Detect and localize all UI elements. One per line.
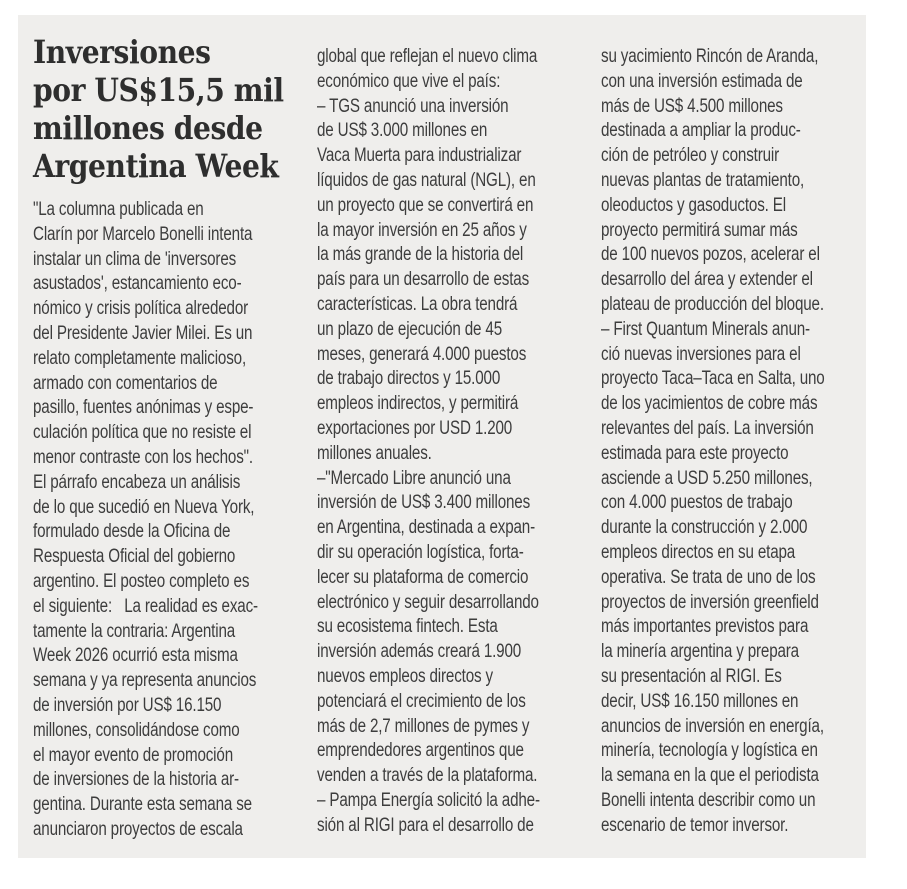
- text-line: la semana en la que el periodista: [601, 765, 819, 787]
- text-line: electrónico y seguir desarrollando: [317, 591, 539, 613]
- text-line: nuevas plantas de tratamiento,: [601, 169, 805, 191]
- text-line: con una inversión estimada de: [601, 70, 803, 92]
- column-2: [317, 33, 577, 843]
- text-line: anuncios de inversión en energía,: [601, 715, 824, 737]
- text-line: el mayor evento de promoción: [33, 744, 233, 766]
- text-line: de inversiones de la historia ar-: [33, 769, 239, 791]
- text-line: Inversiones: [33, 33, 211, 71]
- text-line: gentina. Durante esta semana se: [33, 794, 252, 816]
- text-line: con 4.000 puestos de trabajo: [601, 492, 793, 514]
- text-line: Respuesta Oficial del gobierno: [33, 546, 236, 568]
- text-line: menor contraste con los hechos".: [33, 446, 253, 468]
- text-line: de 100 nuevos pozos, acelerar el: [601, 244, 820, 266]
- text-line: millones anuales.: [317, 442, 432, 464]
- text-line: relevantes del país. La inversión: [601, 417, 814, 439]
- text-line: inversión además creará 1.900: [317, 641, 522, 663]
- text-line: semana y ya representa anuncios: [33, 670, 257, 692]
- article-columns: [18, 15, 866, 843]
- text-line: – Pampa Energía solicitó la adhe-: [317, 789, 540, 811]
- text-line: económico que vive el país:: [317, 70, 501, 92]
- text-line: pasillo, fuentes anónimas y espe-: [33, 397, 254, 419]
- text-line: – First Quantum Minerals anun-: [601, 318, 810, 340]
- text-line: millones, consolidándose como: [33, 719, 240, 741]
- text-line: un proyecto que se convertirá en: [317, 194, 534, 216]
- text-line: dir su operación logística, forta-: [317, 541, 524, 563]
- column-2-body: [317, 45, 577, 839]
- text-line: nómico y crisis política alrededor: [33, 298, 249, 320]
- text-line: Clarín por Marcelo Bonelli intenta: [33, 223, 253, 245]
- text-line: destinada a ampliar la produc-: [601, 120, 801, 142]
- text-line: la mayor inversión en 25 años y: [317, 219, 527, 241]
- text-line: su presentación al RIGI. Es: [601, 665, 782, 687]
- text-line: decir, US$ 16.150 millones en: [601, 690, 799, 712]
- text-line: Bonelli intenta describir como un: [601, 789, 816, 811]
- text-line: de inversión por US$ 16.150: [33, 694, 222, 716]
- text-line: venden a través de la plataforma.: [317, 765, 538, 787]
- text-line: en Argentina, destinada a expan-: [317, 517, 535, 539]
- text-line: su ecosistema fintech. Esta: [317, 616, 498, 638]
- text-line: minería, tecnología y logística en: [601, 740, 818, 762]
- text-line: por US$15,5 mil: [33, 71, 284, 109]
- text-line: la minería argentina y prepara: [601, 641, 799, 663]
- text-line: El párrafo encabeza un análisis: [33, 471, 241, 493]
- text-line: estimada para este proyecto: [601, 442, 789, 464]
- text-line: durante la construcción y 2.000: [601, 517, 808, 539]
- column-3-body: [601, 45, 861, 839]
- text-line: plateau de producción del bloque.: [601, 293, 824, 315]
- text-line: anunciaron proyectos de escala: [33, 818, 243, 840]
- text-line: Week 2026 ocurrió esta misma: [33, 645, 238, 667]
- text-line: del Presidente Javier Milei. Es un: [33, 322, 253, 344]
- text-line: Vaca Muerta para industrializar: [317, 145, 522, 167]
- text-line: instalar un clima de 'inversores: [33, 248, 237, 270]
- text-line: sión al RIGI para el desarrollo de: [317, 814, 534, 836]
- text-line: proyecto permitirá sumar más: [601, 219, 798, 241]
- text-line: millones desde: [33, 109, 263, 147]
- text-line: país para un desarrollo de estas: [317, 269, 530, 291]
- text-line: asciende a USD 5.250 millones,: [601, 467, 813, 489]
- text-line: "La columna publicada en: [33, 199, 204, 220]
- text-line: argentino. El posteo completo es: [33, 570, 250, 592]
- text-line: – TGS anunció una inversión: [317, 95, 509, 117]
- text-line: oleoductos y gasoductos. El: [601, 194, 786, 216]
- text-line: escenario de temor inversor.: [601, 814, 789, 836]
- text-line: líquidos de gas natural (NGL), en: [317, 169, 536, 191]
- text-line: asustados', estancamiento eco-: [33, 273, 242, 295]
- text-line: armado con comentarios de: [33, 372, 218, 394]
- column-1-body: [33, 198, 293, 843]
- text-line: de lo que sucedió en Nueva York,: [33, 496, 255, 518]
- text-line: de trabajo directos y 15.000: [317, 368, 501, 390]
- text-line: el siguiente: La realidad es exac-: [33, 595, 258, 617]
- text-line: ción de petróleo y construir: [601, 145, 780, 167]
- text-line: meses, generará 4.000 puestos: [317, 343, 527, 365]
- text-line: empleos directos en su etapa: [601, 541, 796, 563]
- text-line: operativa. Se trata de uno de los: [601, 566, 816, 588]
- text-line: –"Mercado Libre anunció una: [317, 467, 511, 489]
- text-line: empleos indirectos, y permitirá: [317, 393, 519, 415]
- text-line: desarrollo del área y extender el: [601, 269, 813, 291]
- column-3: [601, 33, 861, 843]
- text-line: proyecto Taca–Taca en Salta, uno: [601, 368, 825, 390]
- text-line: tamente la contraria: Argentina: [33, 620, 236, 642]
- text-line: de los yacimientos de cobre más: [601, 393, 818, 415]
- text-line: lecer su plataforma de comercio: [317, 566, 529, 588]
- text-line: global que reflejan el nuevo clima: [317, 46, 538, 67]
- column-1: [33, 33, 293, 843]
- text-line: exportaciones por USD 1.200: [317, 417, 513, 439]
- text-line: emprendedores argentinos que: [317, 740, 524, 762]
- article-card: [18, 15, 866, 858]
- text-line: más de US$ 4.500 millones: [601, 95, 783, 117]
- text-line: características. La obra tendrá: [317, 293, 518, 315]
- text-line: más de 2,7 millones de pymes y: [317, 715, 530, 737]
- text-line: de US$ 3.000 millones en: [317, 120, 488, 142]
- text-line: la más grande de la historia del: [317, 244, 524, 266]
- text-line: su yacimiento Rincón de Aranda,: [601, 46, 819, 67]
- text-line: un plazo de ejecución de 45: [317, 318, 502, 340]
- text-line: más importantes previstos para: [601, 616, 809, 638]
- text-line: nuevos empleos directos y: [317, 665, 493, 687]
- article-title: [33, 33, 293, 185]
- text-line: potenciará el crecimiento de los: [317, 690, 526, 712]
- text-line: formulado desde la Oficina de: [33, 521, 231, 543]
- text-line: ció nuevas inversiones para el: [601, 343, 801, 365]
- text-line: relato completamente malicioso,: [33, 347, 247, 369]
- text-line: proyectos de inversión greenfield: [601, 591, 819, 613]
- text-line: Argentina Week: [33, 147, 279, 185]
- text-line: culación política que no resiste el: [33, 422, 252, 444]
- text-line: inversión de US$ 3.400 millones: [317, 492, 531, 514]
